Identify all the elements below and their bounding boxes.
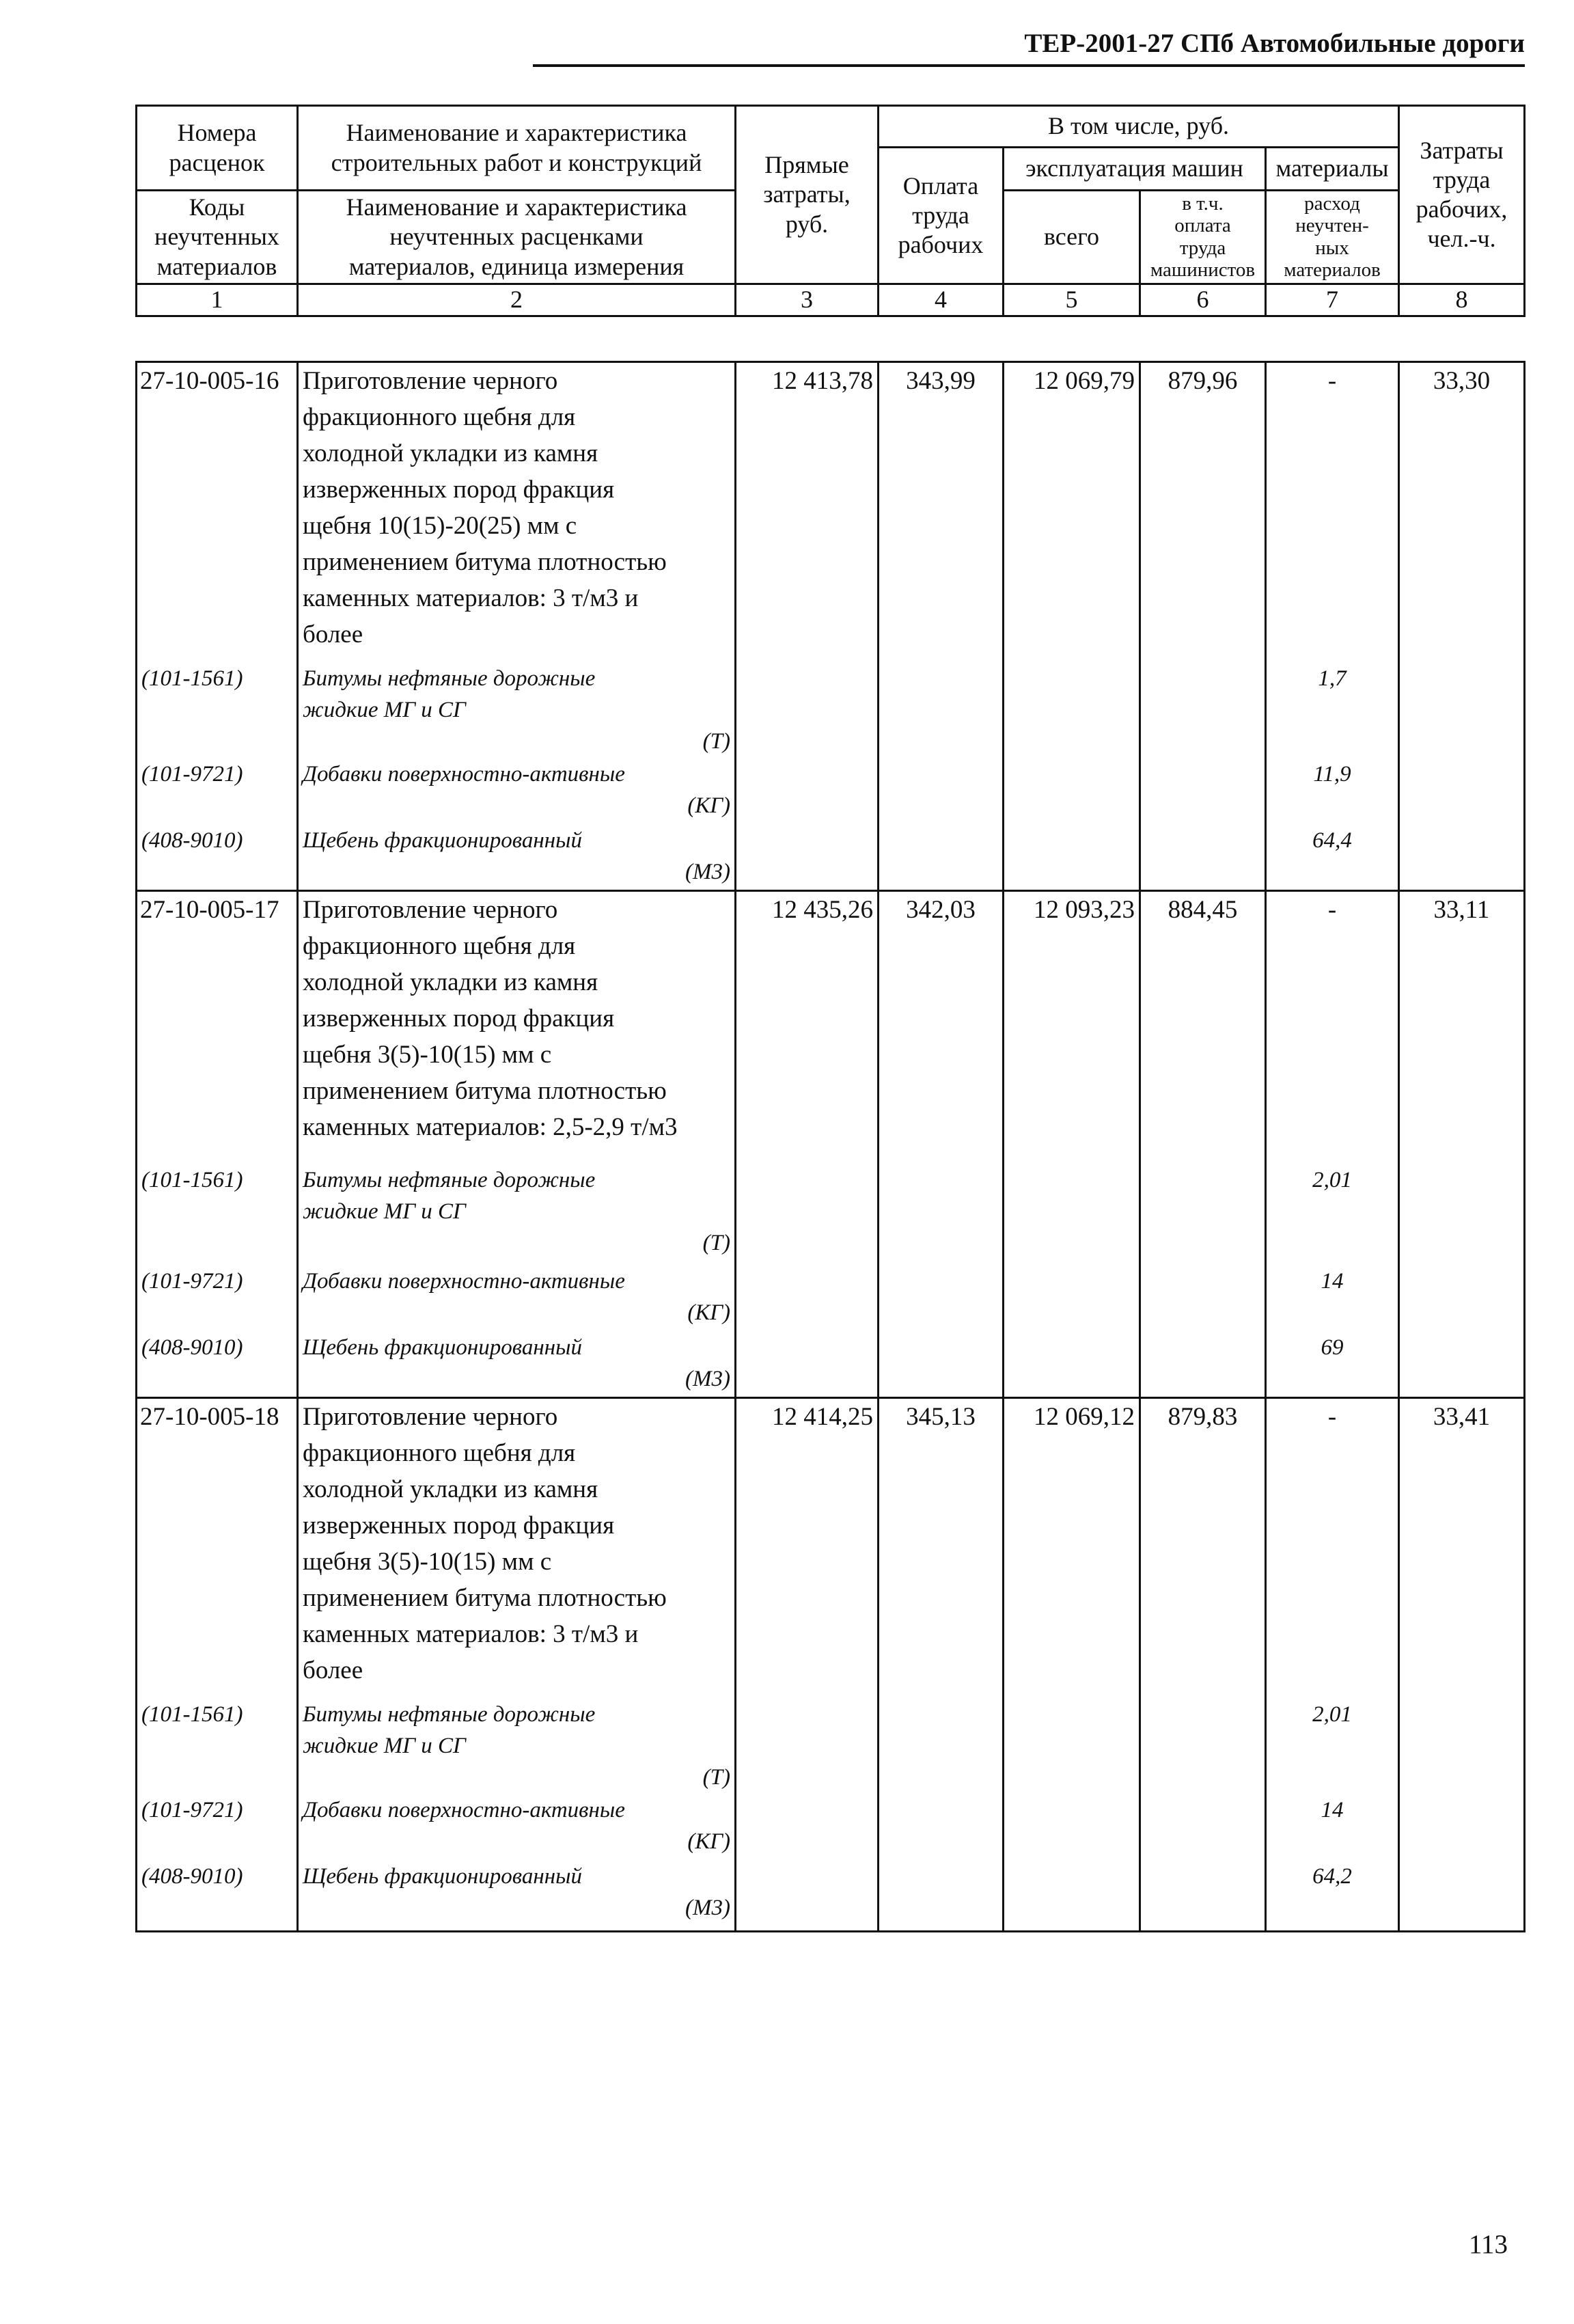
resource-qty: 11,9 bbox=[1266, 758, 1399, 825]
direct-costs-value: 12 414,25 bbox=[736, 1398, 879, 1699]
header-material-codes: Коды неучтенных материалов bbox=[137, 191, 298, 284]
column-number: 2 bbox=[298, 284, 736, 316]
column-number: 4 bbox=[879, 284, 1004, 316]
column-number: 5 bbox=[1004, 284, 1140, 316]
resource-code: (101-9721) bbox=[137, 1266, 298, 1332]
document-title: ТЕР-2001-27 СПб Автомобильные дороги bbox=[1024, 29, 1525, 58]
resource-row bbox=[137, 1794, 1525, 1861]
table-header bbox=[135, 105, 1525, 317]
wages-value: 343,99 bbox=[879, 362, 1004, 663]
column-number: 8 bbox=[1399, 284, 1525, 316]
resource-name: Добавки поверхностно-активные (КГ) bbox=[298, 1794, 736, 1861]
resource-code: (101-9721) bbox=[137, 758, 298, 825]
machinists-wages-value: 879,96 bbox=[1140, 362, 1266, 663]
resource-qty: 2,01 bbox=[1266, 1164, 1399, 1266]
rate-code: 27-10-005-18 bbox=[137, 1398, 298, 1699]
resource-name: Добавки поверхностно-активные (КГ) bbox=[298, 1266, 736, 1332]
table-row bbox=[137, 891, 1525, 1164]
labor-value: 33,11 bbox=[1399, 891, 1525, 1164]
header-rate-numbers: Номера расценок bbox=[137, 106, 298, 191]
header-machines-total: всего bbox=[1004, 191, 1140, 284]
machines-total-value: 12 069,12 bbox=[1004, 1398, 1140, 1699]
column-number: 7 bbox=[1266, 284, 1399, 316]
header-material-names: Наименование и характеристика неучтенных расценками материалов, единица измерения bbox=[298, 191, 736, 284]
materials-value: - bbox=[1266, 362, 1399, 663]
rate-description: Приготовление черного фракционного щебня для холодной укладки из камня изверженных пород фракция щебня 3(5)-10(15) мм с применением битума плотностью каменных материалов: 3 т/м3 и более bbox=[298, 1398, 736, 1699]
machinists-wages-value: 884,45 bbox=[1140, 891, 1266, 1164]
resource-row bbox=[137, 825, 1525, 891]
direct-costs-value: 12 435,26 bbox=[736, 891, 879, 1164]
resource-unit: (Т) bbox=[702, 1230, 730, 1255]
resource-code: (101-1561) bbox=[137, 663, 298, 758]
machinists-wages-value: 879,83 bbox=[1140, 1398, 1266, 1699]
column-number: 3 bbox=[736, 284, 879, 316]
page-header bbox=[533, 25, 1525, 67]
header-labor-costs: Затраты труда рабочих, чел.-ч. bbox=[1399, 106, 1525, 284]
resource-code: (408-9010) bbox=[137, 1861, 298, 1932]
table-row bbox=[137, 1398, 1525, 1699]
resource-row bbox=[137, 758, 1525, 825]
rates-table bbox=[135, 361, 1525, 1932]
resource-unit: (М3) bbox=[685, 1895, 730, 1920]
resource-code: (101-1561) bbox=[137, 1699, 298, 1794]
resource-row bbox=[137, 1332, 1525, 1398]
resource-unit: (КГ) bbox=[687, 1829, 730, 1854]
resource-qty: 64,4 bbox=[1266, 825, 1399, 891]
resource-row bbox=[137, 1266, 1525, 1332]
rate-code: 27-10-005-17 bbox=[137, 891, 298, 1164]
resource-code: (101-1561) bbox=[137, 1164, 298, 1266]
table-row bbox=[137, 362, 1525, 663]
resource-qty: 14 bbox=[1266, 1794, 1399, 1861]
header-machines: эксплуатация машин bbox=[1004, 148, 1266, 191]
resource-code: (101-9721) bbox=[137, 1794, 298, 1861]
resource-code: (408-9010) bbox=[137, 825, 298, 891]
machines-total-value: 12 069,79 bbox=[1004, 362, 1140, 663]
column-number: 6 bbox=[1140, 284, 1266, 316]
resource-name: Щебень фракционированный (М3) bbox=[298, 825, 736, 891]
resource-row bbox=[137, 1164, 1525, 1266]
resource-code: (408-9010) bbox=[137, 1332, 298, 1398]
resource-unit: (КГ) bbox=[687, 1300, 730, 1325]
header-direct-costs: Прямые затраты, руб. bbox=[736, 106, 879, 284]
resource-name: Щебень фракционированный (М3) bbox=[298, 1332, 736, 1398]
materials-value: - bbox=[1266, 1398, 1399, 1699]
labor-value: 33,41 bbox=[1399, 1398, 1525, 1699]
page-number: 113 bbox=[1469, 2230, 1508, 2259]
rate-code: 27-10-005-16 bbox=[137, 362, 298, 663]
resource-qty: 1,7 bbox=[1266, 663, 1399, 758]
rate-description: Приготовление черного фракционного щебня для холодной укладки из камня изверженных пород фракция щебня 10(15)-20(25) мм с применением битума плотностью каменных материалов: 3 т/м3 и более bbox=[298, 362, 736, 663]
resource-qty: 14 bbox=[1266, 1266, 1399, 1332]
header-machinists-wages: в т.ч. оплата труда машинистов bbox=[1140, 191, 1266, 284]
resource-name: Битумы нефтяные дорожные жидкие МГ и СГ (Т) bbox=[298, 663, 736, 758]
header-work-name: Наименование и характеристика строительных работ и конструкций bbox=[298, 106, 736, 191]
materials-value: - bbox=[1266, 891, 1399, 1164]
header-wages: Оплата труда рабочих bbox=[879, 148, 1004, 284]
resource-name: Добавки поверхностно-активные (КГ) bbox=[298, 758, 736, 825]
resource-name: Битумы нефтяные дорожные жидкие МГ и СГ (Т) bbox=[298, 1164, 736, 1266]
header-materials: материалы bbox=[1266, 148, 1399, 191]
resource-unit: (М3) bbox=[685, 859, 730, 884]
resource-name: Щебень фракционированный (М3) bbox=[298, 1861, 736, 1932]
resource-unit: (КГ) bbox=[687, 793, 730, 818]
resource-unit: (М3) bbox=[685, 1366, 730, 1391]
header-material-consumption: расход неучтен- ных материалов bbox=[1266, 191, 1399, 284]
labor-value: 33,30 bbox=[1399, 362, 1525, 663]
resource-row bbox=[137, 1861, 1525, 1932]
resource-qty: 69 bbox=[1266, 1332, 1399, 1398]
resource-name: Битумы нефтяные дорожные жидкие МГ и СГ (Т) bbox=[298, 1699, 736, 1794]
wages-value: 342,03 bbox=[879, 891, 1004, 1164]
resource-unit: (Т) bbox=[702, 728, 730, 754]
direct-costs-value: 12 413,78 bbox=[736, 362, 879, 663]
resource-unit: (Т) bbox=[702, 1764, 730, 1790]
rate-description: Приготовление черного фракционного щебня для холодной укладки из камня изверженных пород фракция щебня 3(5)-10(15) мм с применением битума плотностью каменных материалов: 2,5-2,9 т/м3 bbox=[298, 891, 736, 1164]
wages-value: 345,13 bbox=[879, 1398, 1004, 1699]
resource-row bbox=[137, 1699, 1525, 1794]
column-number: 1 bbox=[137, 284, 298, 316]
resource-row bbox=[137, 663, 1525, 758]
resource-qty: 64,2 bbox=[1266, 1861, 1399, 1932]
header-including-group: В том числе, руб. bbox=[879, 106, 1399, 148]
resource-qty: 2,01 bbox=[1266, 1699, 1399, 1794]
machines-total-value: 12 093,23 bbox=[1004, 891, 1140, 1164]
